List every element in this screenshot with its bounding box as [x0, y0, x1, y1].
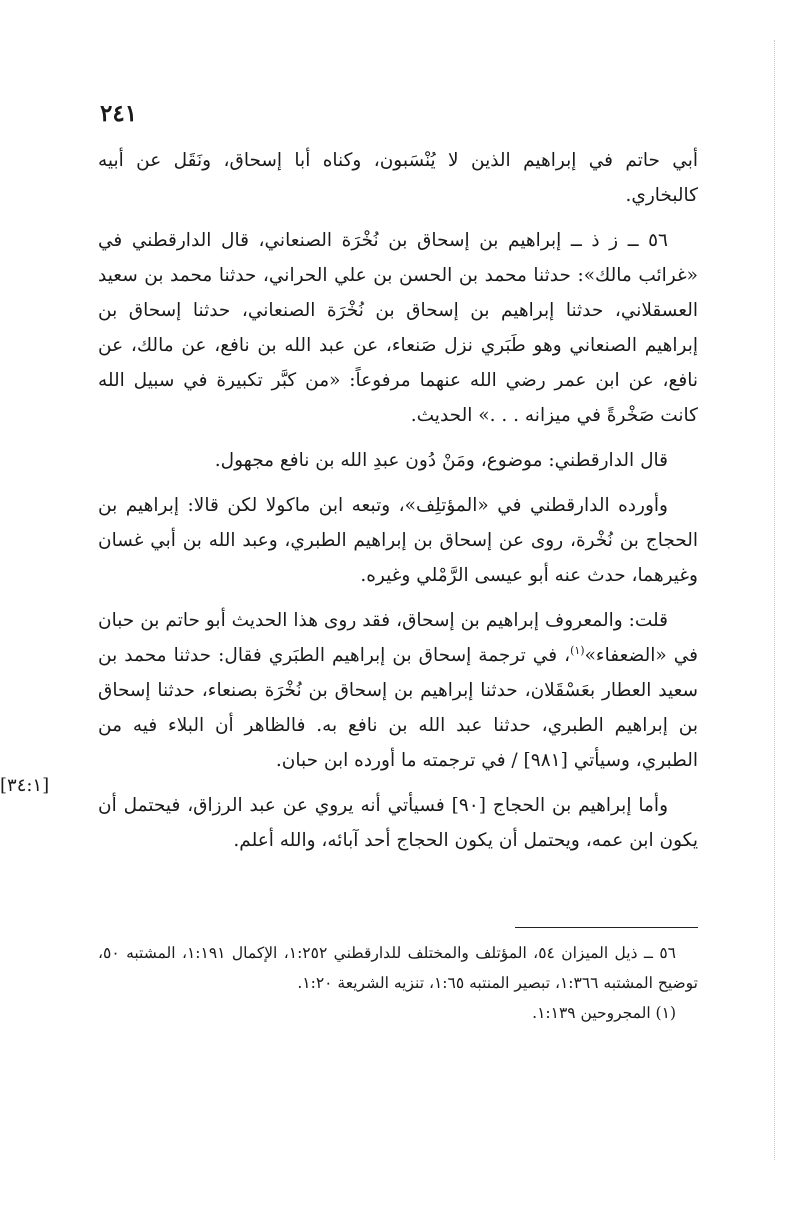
- footnote-marker: (١): [570, 643, 585, 657]
- paragraph-daraqutni-verdict: قال الدارقطني: موضوع، ومَنْ دُون عبدِ الله بن نافع مجهول.: [214, 450, 668, 471]
- footnote-divider: [515, 927, 698, 928]
- footnote-1: (١) المجروحين ١:١٣٩.: [532, 1004, 676, 1022]
- paragraph-entry-56: ٥٦ ــ ز ذ ــ إبراهيم بن إسحاق بن نُخْرَة الصنعاني، قال الدارقطني في «غرائب مالك»: حدثنا محمد بن الحسن بن علي الحراني، حدثنا محمد بن سعيد العسقلاني، حدثنا إبراهيم بن إسحاق بن نُخْرَة الصنعاني، حدثنا إسحاق بن إبراهيم الصنعاني وهو طَبَري نزل صَنعاء، عن عبد الله بن نافع، عن مالك، عن نافع، عن ابن عمر رضي الله عنهما مرفوعاً: «من كبَّر تكبيرة في سبيل الله كانت صَخْرةً في ميزانه . . .» الحديث.: [98, 230, 698, 426]
- paragraph-ibrahim-hajjaj: وأما إبراهيم بن الحجاج [٩٠] فسيأتي أنه يروي عن عبد الرزاق، فيحتمل أن يكون ابن عمه، ويحتمل أن يكون الحجاج أحد آبائه، والله أعلم.: [98, 795, 698, 851]
- paragraph-1: أبي حاتم في إبراهيم الذين لا يُنْسَبون، وكناه أبا إسحاق، ونَقَل عن أبيه كالبخاري.: [98, 150, 698, 206]
- page-number: ٢٤١: [100, 100, 138, 127]
- margin-reference: [٣٤:١]: [0, 775, 50, 796]
- main-text: [98, 143, 698, 858]
- footnotes: [98, 938, 698, 1028]
- footnote-sources: ٥٦ ــ ذيل الميزان ٥٤، المؤتلف والمختلف للدارقطني ١:٢٥٢، الإكمال ١:١٩١، المشتبه ٥٠، توضيح المشتبه ١:٣٦٦، تبصير المنتبه ١:٦٥، تنزيه الشريعة ١:٢٠.: [98, 944, 698, 992]
- qultu-text-start: قلت: والمعروف إبراهيم بن إسحاق، فقد روى هذا الحديث أبو حاتم بن حبان في «الضعفاء»: [98, 610, 698, 666]
- paragraph-mutalif: وأورده الدارقطني في «المؤتلِف»، وتبعه ابن ماكولا لكن قالا: إبراهيم بن الحجاج بن نُخْرة، روى عن إسحاق بن إبراهيم الطبري، وعبد الله بن أبي غسان وغيرهما، حدث عنه أبو عيسى الرَّمْلي وغيره.: [98, 495, 698, 586]
- qultu-text-end: ، في ترجمة إسحاق بن إبراهيم الطبَري فقال: حدثنا محمد بن سعيد العطار بعَسْقَلان، حدثنا إبراهيم بن إسحاق بن نُخْرَة بصنعاء، حدثنا إسحاق بن إبراهيم الطبري، حدثنا عبد الله بن نافع به. فالظاهر أن البلاء فيه من الطبري، وسيأتي [٩٨١] / في ترجمته ما أورده ابن حبان.: [98, 645, 698, 771]
- page-edge-dots: [773, 40, 775, 1160]
- paragraph-qultu: [98, 603, 698, 778]
